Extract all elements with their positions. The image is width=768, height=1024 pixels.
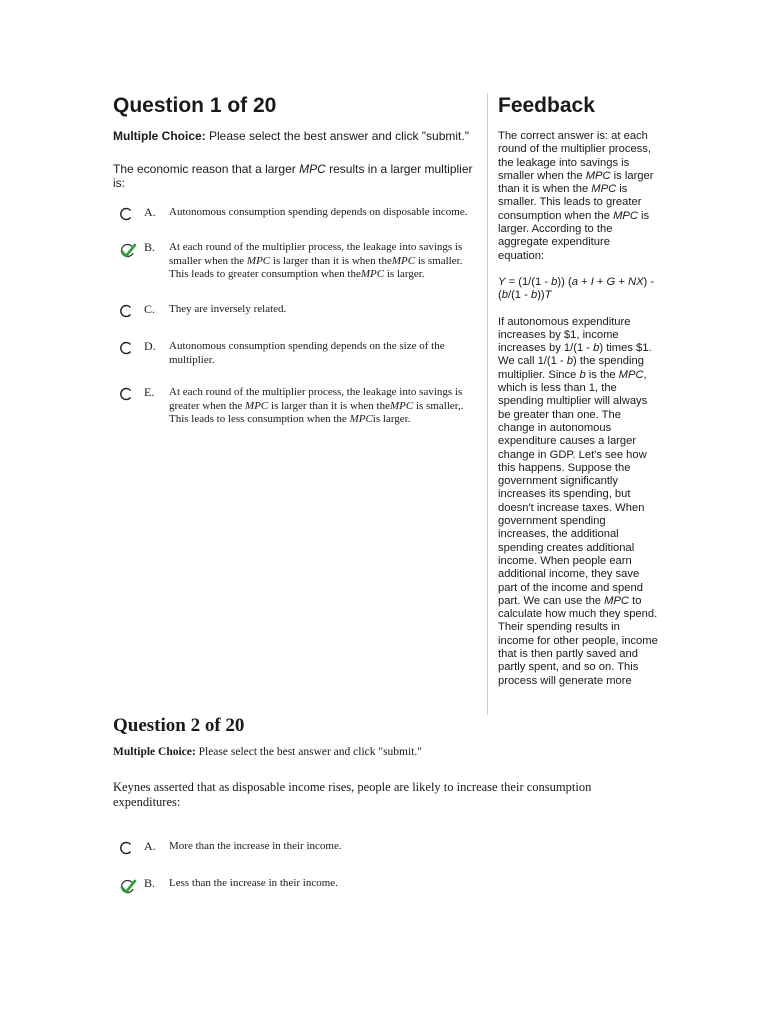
question-1-text (113, 162, 483, 190)
question-1-title: Question 1 of 20 (113, 94, 277, 117)
instructions-text: Please select the best answer and click "submit." (195, 746, 422, 758)
question-text-em: MPC (299, 162, 326, 176)
radio-unselected-icon[interactable] (119, 207, 133, 221)
radio-unselected-icon[interactable] (119, 841, 133, 855)
column-divider (487, 93, 488, 715)
question-2-text: Keynes asserted that as disposable income rises, people are likely to increase their consumption expenditures: (113, 780, 592, 809)
question-2-title: Question 2 of 20 (113, 715, 245, 736)
instructions-text: Please select the best answer and click "submit." (205, 129, 469, 143)
choice-letter: A. (144, 205, 156, 219)
question-text-part: results in a larger multiplier is: (113, 162, 473, 190)
question-text-part: The economic reason that a larger (113, 162, 300, 176)
choice-text: Less than the increase in their income. (169, 877, 338, 889)
feedback-paragraph: If autonomous expenditure increases by $1, income increases by 1/(1 - b) times $1. We call 1/(1 - b) the spending multiplier. Since b is the MPC, which is less than 1, the spending multiplier will always be greater than one. The change in autonomous expenditure causes a larger change in GDP. Let's see how this happens. Suppose the government significantly increases its spending, but doesn't increase taxes. When government spending increases, the additional spending creates additional income. When people earn additional income, they save part of the income and spend part. We can use the MPC to calculate how much they spend. Their spending results in income for other people, income that is then partly saved and partly spent, and so on. This process will generate more (498, 315, 658, 687)
choice-text: At each round of the multiplier process, the leakage into savings is smaller when the MPC is larger than it is when theMPC is smaller. This leads to greater consumption when theMPC is larger. (169, 241, 463, 280)
choice-text: More than the increase in their income. (169, 840, 342, 852)
radio-unselected-icon[interactable] (119, 341, 133, 355)
choice-letter: A. (144, 839, 156, 853)
choice-letter: B. (144, 240, 156, 254)
choice-text: Autonomous consumption spending depends on the size of the multiplier. (169, 340, 445, 366)
instructions-label: Multiple Choice: (113, 129, 206, 143)
radio-unselected-icon[interactable] (119, 387, 133, 401)
choice-text: At each round of the multiplier process, the leakage into savings is greater when the MPC is larger than it is when theMPC is smaller,. This leads to less consumption when the MPCis larger. (169, 386, 464, 425)
feedback-body (498, 130, 658, 688)
aggregate-expenditure-equation: Y = (1/(1 - b)) (a + I + G + NX) - (b/(1 - b))T (498, 275, 655, 302)
choice-letter: C. (144, 302, 156, 316)
choice-letter: B. (144, 876, 156, 890)
feedback-paragraph: The correct answer is: at each round of the multiplier process, the leakage into savings is smaller when the MPC is larger than it is when the MPC is smaller. This leads to greater consumption when the MPC is larger. According to the aggregate expenditure equation: (498, 130, 654, 262)
choice-text: Autonomous consumption spending depends on disposable income. (169, 206, 468, 218)
instructions-label: Multiple Choice: (113, 746, 196, 758)
question-2-instructions (113, 746, 513, 758)
choice-letter: E. (144, 385, 155, 399)
choice-text: They are inversely related. (169, 303, 287, 315)
correct-check-icon[interactable] (119, 878, 133, 892)
question-1-instructions (113, 129, 483, 143)
choice-letter: D. (144, 339, 156, 353)
feedback-title: Feedback (498, 94, 595, 117)
radio-unselected-icon[interactable] (119, 304, 133, 318)
correct-check-icon[interactable] (119, 242, 133, 256)
